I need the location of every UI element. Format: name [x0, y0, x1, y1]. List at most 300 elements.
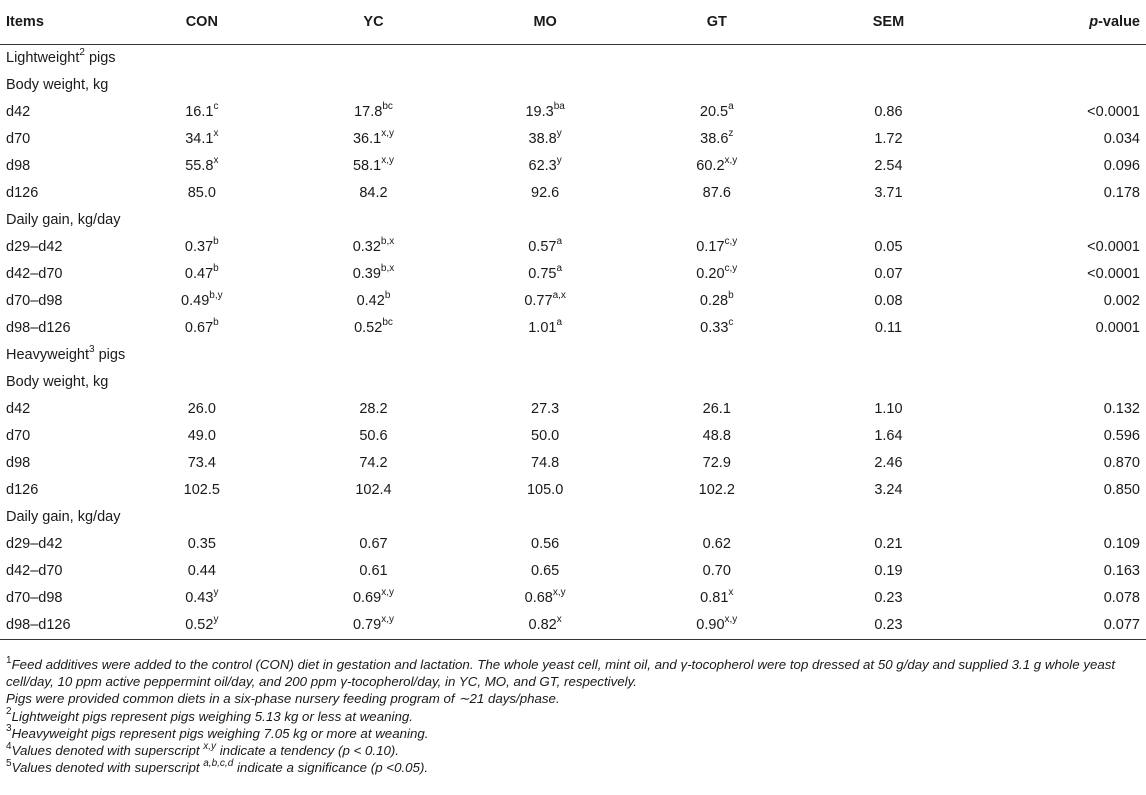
significance-superscript: y — [556, 128, 562, 140]
cell-sem — [803, 315, 975, 342]
cell-yc — [288, 315, 460, 342]
table-row — [0, 450, 1146, 477]
cell-value: 0.65 — [531, 563, 560, 579]
row-label: d126 — [6, 185, 39, 201]
cell-value: 0.43 — [185, 590, 214, 606]
cell-value: 102.5 — [183, 482, 220, 498]
cell-con — [116, 234, 288, 261]
significance-superscript: y — [213, 587, 219, 599]
subsection-label: Daily gain, kg/day — [6, 212, 121, 228]
cell-value: 34.1 — [185, 131, 214, 147]
cell-value: 0.23 — [874, 617, 903, 633]
cell-value: 0.67 — [184, 320, 214, 336]
subsection-row — [0, 504, 1146, 531]
cell-mo — [459, 234, 631, 261]
cell-value: 0.05 — [874, 239, 903, 255]
cell-sem — [803, 99, 975, 126]
footnote-4-text-b: indicate a tendency ( — [216, 743, 343, 759]
subsection-label: Daily gain, kg/day — [6, 509, 121, 525]
cell-sem — [803, 261, 975, 288]
cell-value: 58.1 — [352, 158, 382, 174]
cell-con — [116, 585, 288, 612]
significance-superscript: x,y — [381, 614, 394, 626]
cell-value: 3.24 — [874, 482, 903, 498]
cell-yc — [288, 558, 460, 585]
footnotes — [6, 656, 1140, 776]
footnote-1-text-a: Feed additives were added to the control (CON) diet in gestation and lactation. The whole yeast cell, mint oil, and — [11, 657, 681, 672]
row-label: d98–d126 — [6, 320, 71, 336]
cell-gt — [631, 531, 803, 558]
subsection-row — [0, 207, 1146, 234]
cell-value: 2.46 — [874, 455, 903, 471]
cell-p-value — [974, 531, 1146, 558]
cell-yc — [288, 180, 460, 207]
row-label: d29–d42 — [6, 536, 63, 552]
row-label: d29–d42 — [6, 239, 63, 255]
cell-yc — [288, 477, 460, 504]
cell-sem — [803, 288, 975, 315]
cell-yc — [288, 153, 460, 180]
cell-value: 38.6 — [700, 131, 729, 147]
cell-value: 0.44 — [187, 563, 216, 579]
row-label: d98 — [6, 455, 31, 471]
header-row — [0, 0, 1146, 45]
cell-value: 0.19 — [874, 563, 903, 579]
table-row — [0, 558, 1146, 585]
cell-value: 1.10 — [874, 401, 903, 417]
cell-value: 0.49 — [181, 293, 210, 309]
significance-superscript: x,y — [381, 587, 394, 599]
cell-value: 0.67 — [359, 536, 388, 552]
cell-con — [116, 612, 288, 640]
cell-value: 84.2 — [359, 185, 388, 201]
significance-superscript: x,y — [381, 155, 394, 167]
footnote-4-text-c: < 0.10). — [349, 743, 399, 759]
footnote-1-text-c: -tocopherol/day, in YC, MO, and GT, respectively. — [347, 674, 637, 690]
cell-p-value — [974, 261, 1146, 288]
significance-superscript: c,y — [724, 263, 738, 275]
row-label: d126 — [6, 482, 39, 498]
cell-value: 0.62 — [702, 536, 731, 552]
table-row — [0, 153, 1146, 180]
cell-value: 0.57 — [528, 239, 557, 255]
cell-value: 0.21 — [874, 536, 903, 552]
cell-value: 0.109 — [1103, 536, 1140, 552]
cell-value: 0.35 — [187, 536, 216, 552]
cell-gt — [631, 558, 803, 585]
significance-superscript: x — [213, 128, 219, 140]
cell-value: 0.002 — [1103, 293, 1140, 309]
cell-con — [116, 153, 288, 180]
section-label-text: Heavyweight — [6, 347, 90, 363]
cell-value: 48.8 — [702, 428, 731, 444]
cell-value: 0.81 — [700, 590, 729, 606]
cell-p-value — [974, 180, 1146, 207]
footnote-5-text-b: indicate a significance ( — [233, 760, 376, 776]
cell-value: 2.54 — [874, 158, 903, 174]
cell-con — [116, 126, 288, 153]
cell-value: 92.6 — [531, 185, 560, 201]
cell-value: 0.39 — [352, 266, 381, 282]
cell-value: 38.8 — [528, 131, 557, 147]
footnote-5 — [6, 759, 1140, 776]
footnote-1-gamma-a: γ — [680, 657, 688, 672]
significance-superscript: a — [556, 317, 563, 329]
cell-gt — [631, 585, 803, 612]
cell-value: 0.47 — [184, 266, 214, 282]
cell-value: 0.11 — [874, 320, 903, 336]
row-label: d70–d98 — [6, 590, 63, 606]
significance-superscript: b — [213, 317, 219, 329]
significance-superscript: b,y — [209, 290, 223, 302]
cell-value: 0.23 — [874, 590, 903, 606]
cell-value: 0.70 — [702, 563, 731, 579]
cell-gt — [631, 396, 803, 423]
cell-p-value — [974, 288, 1146, 315]
cell-value: 0.163 — [1103, 563, 1140, 579]
cell-p-value — [974, 423, 1146, 450]
cell-yc — [288, 261, 460, 288]
cell-value: 62.3 — [528, 158, 557, 174]
table-row — [0, 315, 1146, 342]
cell-value: 0.79 — [352, 617, 382, 633]
header-sem: SEM — [803, 0, 975, 45]
cell-value: 1.64 — [874, 428, 903, 444]
footnote-5-marks: a,b,c,d — [203, 757, 234, 769]
footnote-4-marker: 4 — [6, 740, 12, 752]
significance-superscript: a — [556, 236, 563, 248]
table-row — [0, 585, 1146, 612]
table-row — [0, 126, 1146, 153]
header-mo: MO — [459, 0, 631, 45]
footnote-3 — [6, 725, 1140, 742]
cell-value: 74.2 — [359, 455, 388, 471]
cell-yc — [288, 288, 460, 315]
footnote-1-text-b: -tocopherol were top dressed at 50 g/day and supplied 3.1 g whole yeast cell/day, 10 ppm active peppermint oil/day, and 200 ppm — [6, 657, 1116, 690]
section-label-text: Lightweight — [6, 50, 80, 66]
cell-value: 1.01 — [528, 320, 557, 336]
cell-value: 0.17 — [696, 239, 725, 255]
cell-p-value — [974, 126, 1146, 153]
cell-value: 0.52 — [185, 617, 214, 633]
cell-con — [116, 423, 288, 450]
table-row — [0, 612, 1146, 640]
cell-value: 50.6 — [359, 428, 388, 444]
cell-gt — [631, 261, 803, 288]
significance-superscript: a,x — [552, 290, 566, 302]
header-yc: YC — [288, 0, 460, 45]
section-label — [0, 45, 1146, 73]
cell-value: 0.078 — [1103, 590, 1140, 606]
row-label: d42 — [6, 104, 31, 120]
table-row — [0, 99, 1146, 126]
cell-sem — [803, 612, 975, 640]
significance-superscript: x,y — [552, 587, 566, 599]
section-row — [0, 45, 1146, 73]
significance-superscript: a — [556, 263, 563, 275]
cell-con — [116, 450, 288, 477]
cell-mo — [459, 288, 631, 315]
significance-superscript: c,y — [724, 236, 738, 248]
cell-gt — [631, 99, 803, 126]
cell-con — [116, 315, 288, 342]
cell-value: 26.0 — [187, 401, 216, 417]
cell-mo — [459, 423, 631, 450]
cell-value: 26.1 — [702, 401, 731, 417]
table-row — [0, 180, 1146, 207]
cell-value: 0.77 — [524, 293, 553, 309]
table-header — [0, 0, 1146, 45]
cell-gt — [631, 153, 803, 180]
cell-con — [116, 261, 288, 288]
cell-gt — [631, 612, 803, 640]
cell-value: 49.0 — [187, 428, 216, 444]
footnote-ref: 2 — [79, 47, 85, 59]
cell-yc — [288, 126, 460, 153]
cell-mo — [459, 315, 631, 342]
cell-value: 16.1 — [185, 104, 214, 120]
cell-p-value — [974, 558, 1146, 585]
row-label: d42–d70 — [6, 563, 63, 579]
cell-p-value — [974, 234, 1146, 261]
header-p-suffix: -value — [1098, 14, 1140, 30]
table-row — [0, 234, 1146, 261]
cell-value: 0.596 — [1103, 428, 1140, 444]
table-row — [0, 531, 1146, 558]
footnote-3-marker: 3 — [6, 723, 12, 735]
table-row — [0, 288, 1146, 315]
cell-value: 27.3 — [531, 401, 560, 417]
cell-con — [116, 99, 288, 126]
cell-value: 102.4 — [355, 482, 392, 498]
cell-gt — [631, 126, 803, 153]
cell-mo — [459, 180, 631, 207]
cell-value: 102.2 — [698, 482, 735, 498]
cell-sem — [803, 396, 975, 423]
cell-p-value — [974, 315, 1146, 342]
cell-mo — [459, 126, 631, 153]
cell-con — [116, 288, 288, 315]
table-row — [0, 477, 1146, 504]
cell-gt — [631, 234, 803, 261]
significance-superscript: x — [728, 587, 734, 599]
significance-superscript: z — [728, 128, 734, 140]
cell-value: 0.75 — [528, 266, 557, 282]
cell-con — [116, 531, 288, 558]
cell-value: 0.850 — [1103, 482, 1140, 498]
row-label: d70 — [6, 428, 31, 444]
cell-mo — [459, 396, 631, 423]
cell-value: 0.32 — [352, 239, 381, 255]
cell-value: 3.71 — [874, 185, 903, 201]
cell-con — [116, 396, 288, 423]
cell-value: 0.56 — [531, 536, 560, 552]
cell-gt — [631, 423, 803, 450]
significance-superscript: c — [728, 317, 734, 329]
footnote-4-p: p — [342, 743, 350, 759]
cell-sem — [803, 153, 975, 180]
row-label: d70 — [6, 131, 31, 147]
cell-mo — [459, 585, 631, 612]
subsection-row — [0, 72, 1146, 99]
cell-value: 0.28 — [699, 293, 729, 309]
significance-superscript: x,y — [724, 614, 738, 626]
cell-gt — [631, 180, 803, 207]
cell-value: 73.4 — [187, 455, 216, 471]
cell-value: 0.37 — [184, 239, 214, 255]
significance-superscript: b — [213, 263, 219, 275]
cell-yc — [288, 396, 460, 423]
cell-value: 0.33 — [700, 320, 729, 336]
cell-mo — [459, 153, 631, 180]
cell-mo — [459, 261, 631, 288]
cell-sem — [803, 531, 975, 558]
cell-value: 85.0 — [187, 185, 216, 201]
cell-value: 50.0 — [531, 428, 560, 444]
footnote-5-text-a: Values denoted with superscript — [11, 760, 204, 776]
significance-superscript: x,y — [381, 128, 394, 140]
significance-superscript: b,x — [380, 236, 395, 248]
cell-value: 0.034 — [1103, 131, 1140, 147]
cell-yc — [288, 612, 460, 640]
cell-value: 0.42 — [356, 293, 385, 309]
cell-value: 105.0 — [526, 482, 564, 498]
footnote-3-text: Heavyweight pigs represent pigs weighing 7.05 kg or more at weaning. — [11, 725, 429, 741]
subsection-label: Body weight, kg — [6, 374, 109, 390]
cell-sem — [803, 180, 975, 207]
cell-sem — [803, 423, 975, 450]
cell-gt — [631, 450, 803, 477]
cell-yc — [288, 423, 460, 450]
footnote-plain: Pigs were provided common diets in a six-phase nursery feeding program of ∼21 days/phase. — [6, 691, 560, 707]
cell-value: 0.08 — [874, 293, 903, 309]
cell-value: 0.90 — [696, 617, 725, 633]
cell-yc — [288, 99, 460, 126]
cell-con — [116, 180, 288, 207]
footnote-2-text: Lightweight pigs represent pigs weighing 5.13 kg or less at weaning. — [11, 708, 413, 724]
section-label-suffix: pigs — [84, 50, 116, 66]
row-label: d70–d98 — [6, 293, 63, 309]
cell-yc — [288, 585, 460, 612]
cell-value: <0.0001 — [1087, 266, 1140, 282]
significance-superscript: x — [556, 614, 562, 626]
cell-yc — [288, 450, 460, 477]
cell-value: <0.0001 — [1087, 104, 1140, 120]
row-label: d42–d70 — [6, 266, 63, 282]
cell-mo — [459, 531, 631, 558]
table-row — [0, 396, 1146, 423]
header-con: CON — [116, 0, 288, 45]
cell-p-value — [974, 585, 1146, 612]
header-p-value — [974, 0, 1146, 45]
footnote-2 — [6, 708, 1140, 725]
cell-value: 0.86 — [874, 104, 903, 120]
cell-value: 0.870 — [1103, 455, 1140, 471]
cell-p-value — [974, 396, 1146, 423]
header-p-letter: p — [1089, 14, 1099, 30]
cell-value: <0.0001 — [1087, 239, 1140, 255]
cell-value: 60.2 — [696, 158, 725, 174]
cell-sem — [803, 126, 975, 153]
header-gt: GT — [631, 0, 803, 45]
cell-mo — [459, 99, 631, 126]
cell-value: 28.2 — [359, 401, 388, 417]
table-body — [0, 45, 1146, 640]
cell-value: 0.096 — [1103, 158, 1140, 174]
header-items: Items — [0, 0, 116, 45]
significance-superscript: x,y — [724, 155, 738, 167]
section-label-suffix: pigs — [94, 347, 126, 363]
cell-gt — [631, 288, 803, 315]
cell-p-value — [974, 477, 1146, 504]
subsection-label: Body weight, kg — [6, 77, 109, 93]
cell-mo — [459, 558, 631, 585]
cell-value: 0.20 — [696, 266, 725, 282]
cell-value: 0.0001 — [1095, 320, 1140, 336]
cell-value: 17.8 — [354, 104, 383, 120]
cell-sem — [803, 450, 975, 477]
cell-value: 0.07 — [874, 266, 903, 282]
cell-yc — [288, 234, 460, 261]
section-row — [0, 342, 1146, 369]
significance-superscript: b — [728, 290, 734, 302]
significance-superscript: b — [384, 290, 391, 302]
cell-value: 74.8 — [531, 455, 560, 471]
footnote-4-marks: x,y — [203, 740, 217, 752]
cell-con — [116, 558, 288, 585]
subsection-row — [0, 369, 1146, 396]
cell-value: 0.68 — [524, 590, 553, 606]
cell-mo — [459, 477, 631, 504]
cell-p-value — [974, 612, 1146, 640]
footnote-ref: 3 — [89, 344, 95, 356]
cell-sem — [803, 558, 975, 585]
footnote-1-marker: 1 — [6, 654, 12, 666]
footnote-4 — [6, 742, 1140, 759]
cell-con — [116, 477, 288, 504]
footnote-5-text-c: <0.05). — [382, 760, 429, 776]
significance-superscript: c — [213, 101, 219, 113]
cell-value: 0.61 — [359, 563, 388, 579]
significance-superscript: ba — [553, 101, 565, 113]
cell-value: 0.132 — [1103, 401, 1140, 417]
footnote-4-text-a: Values denoted with superscript — [11, 743, 204, 759]
significance-superscript: bc — [382, 317, 393, 329]
cell-p-value — [974, 99, 1146, 126]
footnote-2-marker: 2 — [6, 706, 12, 718]
cell-mo — [459, 612, 631, 640]
cell-value: 20.5 — [699, 104, 729, 120]
cell-gt — [631, 477, 803, 504]
section-label — [0, 342, 1146, 369]
cell-sem — [803, 477, 975, 504]
cell-value: 0.69 — [352, 590, 382, 606]
cell-value: 0.077 — [1103, 617, 1140, 633]
cell-value: 1.72 — [874, 131, 903, 147]
cell-sem — [803, 585, 975, 612]
cell-mo — [459, 450, 631, 477]
cell-value: 36.1 — [352, 131, 382, 147]
significance-superscript: b — [213, 236, 219, 248]
cell-value: 87.6 — [702, 185, 731, 201]
cell-value: 19.3 — [525, 104, 554, 120]
cell-value: 0.178 — [1103, 185, 1140, 201]
footnote-5-marker: 5 — [6, 757, 12, 769]
footnote-5-p: p — [375, 760, 383, 776]
row-label: d98 — [6, 158, 31, 174]
cell-gt — [631, 315, 803, 342]
significance-superscript: b,x — [380, 263, 395, 275]
